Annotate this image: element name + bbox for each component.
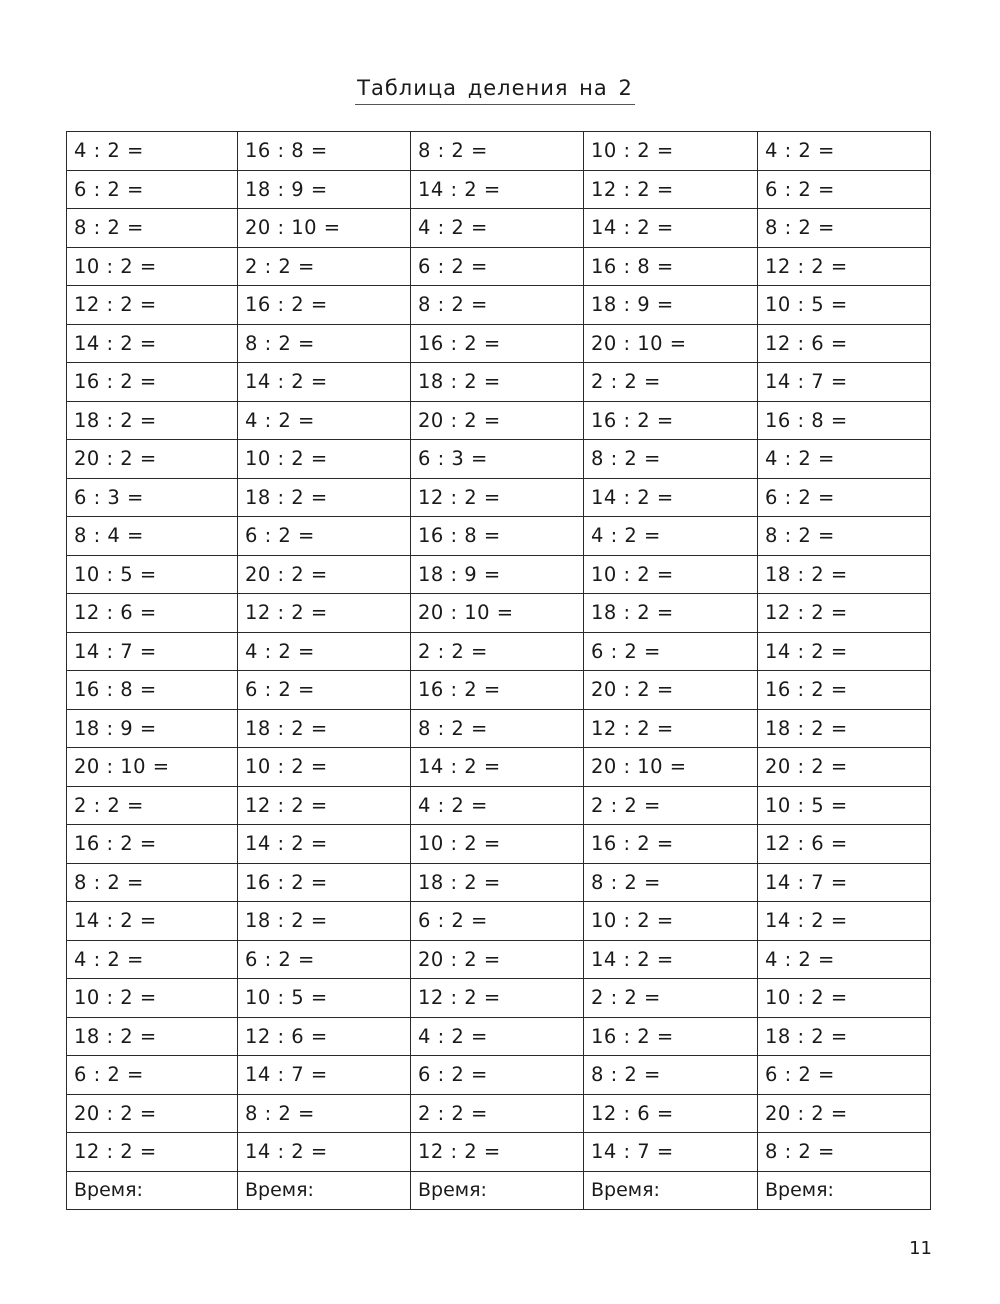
problem-cell: 10 : 2 = — [411, 825, 584, 864]
problem-cell: 12 : 2 = — [238, 786, 411, 825]
problem-cell: 12 : 6 = — [238, 1017, 411, 1056]
problem-cell: 4 : 2 = — [411, 209, 584, 248]
problem-cell: 14 : 2 = — [411, 170, 584, 209]
table-row — [67, 324, 931, 363]
problem-cell: 14 : 2 = — [238, 825, 411, 864]
problem-cell: 20 : 2 = — [411, 401, 584, 440]
problem-cell: 20 : 2 = — [67, 1094, 238, 1133]
problem-cell: 16 : 2 = — [67, 825, 238, 864]
time-cell: Время: — [411, 1171, 584, 1210]
table-row — [67, 286, 931, 325]
problem-cell: 12 : 6 = — [67, 594, 238, 633]
problem-cell: 6 : 2 = — [411, 1056, 584, 1095]
table-row — [67, 170, 931, 209]
problem-cell: 12 : 2 = — [238, 594, 411, 633]
table-row — [67, 709, 931, 748]
problem-cell: 18 : 2 = — [67, 1017, 238, 1056]
problem-cell: 10 : 2 = — [238, 748, 411, 787]
problem-cell: 20 : 10 = — [584, 324, 758, 363]
problem-cell: 2 : 2 = — [67, 786, 238, 825]
table-row — [67, 209, 931, 248]
problem-cell: 8 : 2 = — [411, 286, 584, 325]
problem-cell: 18 : 9 = — [584, 286, 758, 325]
problem-cell: 18 : 9 = — [411, 555, 584, 594]
problem-cell: 14 : 2 = — [67, 902, 238, 941]
problem-cell: 10 : 5 = — [67, 555, 238, 594]
problem-cell: 14 : 7 = — [758, 363, 931, 402]
table-row — [67, 786, 931, 825]
problem-cell: 20 : 2 = — [584, 671, 758, 710]
problem-cell: 4 : 2 = — [758, 440, 931, 479]
page-title — [0, 76, 990, 105]
problem-cell: 14 : 2 = — [238, 1133, 411, 1172]
problem-cell: 14 : 2 = — [584, 209, 758, 248]
problem-cell: 14 : 2 = — [758, 632, 931, 671]
problem-cell: 10 : 5 = — [758, 786, 931, 825]
problem-cell: 16 : 2 = — [411, 671, 584, 710]
problem-cell: 14 : 7 = — [238, 1056, 411, 1095]
problem-cell: 14 : 7 = — [67, 632, 238, 671]
problem-cell: 20 : 10 = — [67, 748, 238, 787]
problem-cell: 20 : 2 = — [758, 1094, 931, 1133]
problem-cell: 14 : 2 = — [411, 748, 584, 787]
problem-cell: 8 : 4 = — [67, 517, 238, 556]
table-row — [67, 555, 931, 594]
problem-cell: 16 : 8 = — [411, 517, 584, 556]
problem-cell: 4 : 2 = — [584, 517, 758, 556]
problem-cell: 16 : 2 = — [67, 363, 238, 402]
table-row — [67, 748, 931, 787]
problem-cell: 10 : 2 = — [758, 979, 931, 1018]
problem-cell: 8 : 2 = — [758, 1133, 931, 1172]
problem-cell: 6 : 2 = — [238, 940, 411, 979]
problem-cell: 16 : 2 = — [584, 401, 758, 440]
problem-cell: 14 : 7 = — [584, 1133, 758, 1172]
problem-cell: 18 : 2 = — [238, 709, 411, 748]
problem-cell: 18 : 2 = — [411, 363, 584, 402]
problem-cell: 12 : 2 = — [758, 594, 931, 633]
table-row — [67, 517, 931, 556]
problem-cell: 4 : 2 = — [238, 401, 411, 440]
problem-cell: 8 : 2 = — [758, 209, 931, 248]
table-row — [67, 594, 931, 633]
problem-cell: 16 : 8 = — [758, 401, 931, 440]
problem-cell: 16 : 2 = — [584, 825, 758, 864]
problem-cell: 10 : 5 = — [238, 979, 411, 1018]
problem-cell: 10 : 2 = — [238, 440, 411, 479]
problem-cell: 18 : 2 = — [758, 1017, 931, 1056]
problem-cell: 6 : 2 = — [238, 517, 411, 556]
problem-cell: 2 : 2 = — [238, 247, 411, 286]
problem-cell: 14 : 7 = — [758, 863, 931, 902]
table-row — [67, 671, 931, 710]
problem-cell: 10 : 2 = — [67, 979, 238, 1018]
table-row — [67, 247, 931, 286]
problem-cell: 10 : 2 = — [67, 247, 238, 286]
drill-table-body — [67, 132, 931, 1210]
problem-cell: 12 : 2 = — [67, 1133, 238, 1172]
problem-cell: 20 : 10 = — [238, 209, 411, 248]
page-number: 11 — [909, 1238, 932, 1259]
problem-cell: 10 : 5 = — [758, 286, 931, 325]
problem-cell: 4 : 2 = — [411, 1017, 584, 1056]
problem-cell: 8 : 2 = — [758, 517, 931, 556]
table-row — [67, 401, 931, 440]
table-row — [67, 863, 931, 902]
division-drill-table-container — [66, 131, 930, 1210]
time-cell: Время: — [238, 1171, 411, 1210]
problem-cell: 8 : 2 = — [67, 209, 238, 248]
problem-cell: 18 : 9 = — [238, 170, 411, 209]
problem-cell: 12 : 6 = — [758, 825, 931, 864]
table-row — [67, 478, 931, 517]
problem-cell: 4 : 2 = — [758, 132, 931, 171]
problem-cell: 8 : 2 = — [584, 863, 758, 902]
problem-cell: 16 : 2 = — [758, 671, 931, 710]
table-row — [67, 363, 931, 402]
table-row — [67, 1094, 931, 1133]
problem-cell: 14 : 2 = — [584, 478, 758, 517]
problem-cell: 18 : 2 = — [238, 478, 411, 517]
time-cell: Время: — [758, 1171, 931, 1210]
problem-cell: 6 : 2 = — [758, 170, 931, 209]
page-title-text: Таблица деления на 2 — [355, 76, 635, 105]
table-row — [67, 979, 931, 1018]
problem-cell: 2 : 2 = — [411, 632, 584, 671]
problem-cell: 8 : 2 = — [411, 709, 584, 748]
problem-cell: 16 : 2 = — [238, 286, 411, 325]
problem-cell: 6 : 2 = — [758, 478, 931, 517]
problem-cell: 14 : 2 = — [67, 324, 238, 363]
problem-cell: 6 : 2 = — [238, 671, 411, 710]
problem-cell: 16 : 2 = — [411, 324, 584, 363]
problem-cell: 16 : 8 = — [67, 671, 238, 710]
problem-cell: 18 : 2 = — [238, 902, 411, 941]
problem-cell: 18 : 2 = — [584, 594, 758, 633]
problem-cell: 18 : 2 = — [758, 555, 931, 594]
problem-cell: 16 : 8 = — [238, 132, 411, 171]
problem-cell: 8 : 2 = — [67, 863, 238, 902]
problem-cell: 6 : 3 = — [411, 440, 584, 479]
problem-cell: 2 : 2 = — [411, 1094, 584, 1133]
problem-cell: 6 : 2 = — [584, 632, 758, 671]
table-row — [67, 440, 931, 479]
problem-cell: 6 : 2 = — [411, 902, 584, 941]
problem-cell: 14 : 2 = — [758, 902, 931, 941]
problem-cell: 10 : 2 = — [584, 132, 758, 171]
problem-cell: 12 : 2 = — [67, 286, 238, 325]
problem-cell: 14 : 2 = — [238, 363, 411, 402]
problem-cell: 6 : 2 = — [411, 247, 584, 286]
problem-cell: 20 : 10 = — [411, 594, 584, 633]
table-row — [67, 632, 931, 671]
table-row — [67, 1017, 931, 1056]
table-row — [67, 825, 931, 864]
problem-cell: 12 : 2 = — [584, 709, 758, 748]
problem-cell: 12 : 6 = — [584, 1094, 758, 1133]
table-row — [67, 132, 931, 171]
problem-cell: 20 : 2 = — [411, 940, 584, 979]
problem-cell: 18 : 2 = — [67, 401, 238, 440]
problem-cell: 2 : 2 = — [584, 786, 758, 825]
problem-cell: 20 : 2 = — [67, 440, 238, 479]
problem-cell: 16 : 2 = — [238, 863, 411, 902]
problem-cell: 4 : 2 = — [67, 940, 238, 979]
time-cell: Время: — [67, 1171, 238, 1210]
problem-cell: 4 : 2 = — [758, 940, 931, 979]
problem-cell: 6 : 2 = — [758, 1056, 931, 1095]
problem-cell: 10 : 2 = — [584, 902, 758, 941]
problem-cell: 2 : 2 = — [584, 979, 758, 1018]
problem-cell: 14 : 2 = — [584, 940, 758, 979]
problem-cell: 12 : 2 = — [584, 170, 758, 209]
problem-cell: 12 : 2 = — [758, 247, 931, 286]
problem-cell: 16 : 8 = — [584, 247, 758, 286]
problem-cell: 12 : 2 = — [411, 979, 584, 1018]
table-row — [67, 1133, 931, 1172]
problem-cell: 18 : 2 = — [758, 709, 931, 748]
problem-cell: 2 : 2 = — [584, 363, 758, 402]
table-row — [67, 902, 931, 941]
problem-cell: 16 : 2 = — [584, 1017, 758, 1056]
problem-cell: 20 : 10 = — [584, 748, 758, 787]
problem-cell: 18 : 9 = — [67, 709, 238, 748]
problem-cell: 12 : 2 = — [411, 478, 584, 517]
problem-cell: 8 : 2 = — [238, 1094, 411, 1133]
problem-cell: 8 : 2 = — [584, 1056, 758, 1095]
problem-cell: 20 : 2 = — [238, 555, 411, 594]
problem-cell: 18 : 2 = — [411, 863, 584, 902]
problem-cell: 20 : 2 = — [758, 748, 931, 787]
division-drill-table — [66, 131, 931, 1210]
problem-cell: 8 : 2 = — [584, 440, 758, 479]
problem-cell: 6 : 2 = — [67, 170, 238, 209]
problem-cell: 10 : 2 = — [584, 555, 758, 594]
problem-cell: 6 : 2 = — [67, 1056, 238, 1095]
problem-cell: 4 : 2 = — [67, 132, 238, 171]
problem-cell: 12 : 2 = — [411, 1133, 584, 1172]
problem-cell: 8 : 2 = — [411, 132, 584, 171]
table-row — [67, 1056, 931, 1095]
problem-cell: 6 : 3 = — [67, 478, 238, 517]
problem-cell: 4 : 2 = — [238, 632, 411, 671]
table-row — [67, 940, 931, 979]
problem-cell: 8 : 2 = — [238, 324, 411, 363]
problem-cell: 4 : 2 = — [411, 786, 584, 825]
time-cell: Время: — [584, 1171, 758, 1210]
problem-cell: 12 : 6 = — [758, 324, 931, 363]
time-row — [67, 1171, 931, 1210]
